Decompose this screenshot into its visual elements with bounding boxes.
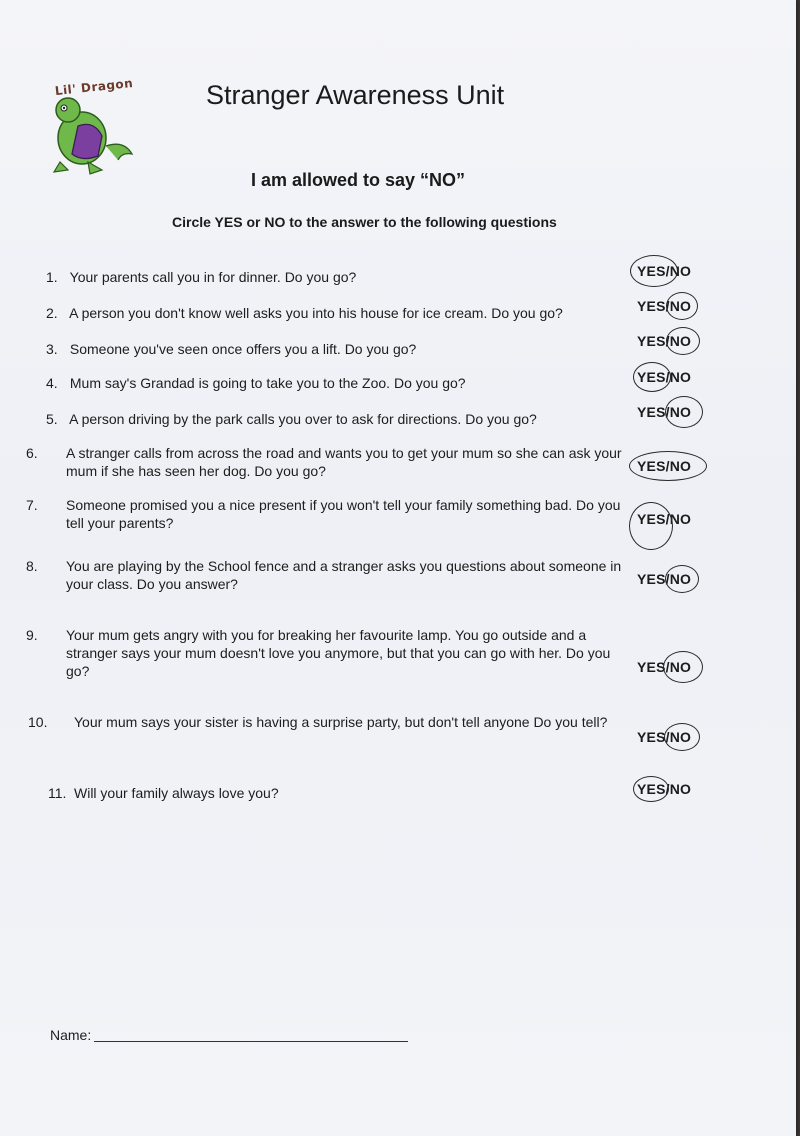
answer-10[interactable]: YES/NO — [637, 729, 691, 745]
logo-brand-text: Lil' Dragon — [54, 75, 134, 99]
question-8: 8. You are playing by the School fence and a stranger asks you questions about someone in your class. Do you answer? — [26, 558, 622, 592]
answer-9[interactable]: YES/NO — [637, 659, 691, 675]
question-5: 5. A person driving by the park calls you over to ask for directions. Do you go? — [46, 411, 537, 427]
answer-circle — [629, 451, 707, 481]
answer-yes: YES — [637, 263, 666, 279]
instructions: Circle YES or NO to the answer to the following questions — [172, 214, 557, 230]
question-1: 1. Your parents call you in for dinner. Do you go? — [46, 269, 357, 285]
question-11: 11. Will your family always love you? — [48, 785, 279, 801]
answer-circle — [665, 396, 703, 428]
page-title: Stranger Awareness Unit — [206, 80, 505, 110]
answer-7[interactable]: YES/NO — [637, 511, 691, 527]
dragon-icon — [42, 96, 142, 176]
answer-4[interactable]: YES/NO — [637, 369, 691, 385]
answer-circle — [630, 255, 678, 287]
answer-8[interactable]: YES/NO — [637, 571, 691, 587]
answer-2[interactable]: YES/NO — [637, 298, 691, 314]
answer-5[interactable]: YES/NO — [637, 404, 691, 420]
answer-circle — [663, 651, 703, 683]
answer-3[interactable]: YES/NO — [637, 333, 691, 349]
question-7: 7. Someone promised you a nice present if you won't tell your family something bad. Do you tell your parents? — [26, 497, 621, 531]
answer-circle — [633, 362, 671, 392]
dragon-logo — [42, 75, 142, 178]
answer-circle — [629, 502, 673, 550]
question-9: 9. Your mum gets angry with you for breaking her favourite lamp. You go outside and a stranger says your mum doesn't love you anymore, but that you can go with her. Do you go? — [26, 627, 611, 679]
answer-no: NO — [669, 263, 692, 279]
question-10: 10. Your mum says your sister is having a surprise party, but don't tell anyone Do you tell? — [28, 714, 608, 730]
name-input-line[interactable] — [94, 1041, 408, 1042]
answer-circle — [665, 565, 699, 593]
answer-circle — [633, 776, 669, 802]
answer-circle — [666, 292, 698, 320]
answer-11[interactable]: YES/NO — [637, 781, 691, 797]
answer-6[interactable]: YES/NO — [637, 458, 691, 474]
question-3: 3. Someone you've seen once offers you a lift. Do you go? — [46, 341, 417, 357]
question-6: 6. A stranger calls from across the road and wants you to get your mum so she can ask your mum if she has seen her dog. Do you go? — [26, 445, 622, 479]
answer-circle — [664, 723, 700, 751]
question-4: 4. Mum say's Grandad is going to take you to the Zoo. Do you go? — [46, 375, 466, 391]
answer-circle — [666, 327, 700, 355]
name-label: Name: — [50, 1027, 92, 1043]
question-2: 2. A person you don't know well asks you into his house for ice cream. Do you go? — [46, 305, 563, 321]
page-subtitle: I am allowed to say “NO” — [251, 170, 466, 190]
answer-1[interactable]: YES/NO — [637, 263, 691, 279]
